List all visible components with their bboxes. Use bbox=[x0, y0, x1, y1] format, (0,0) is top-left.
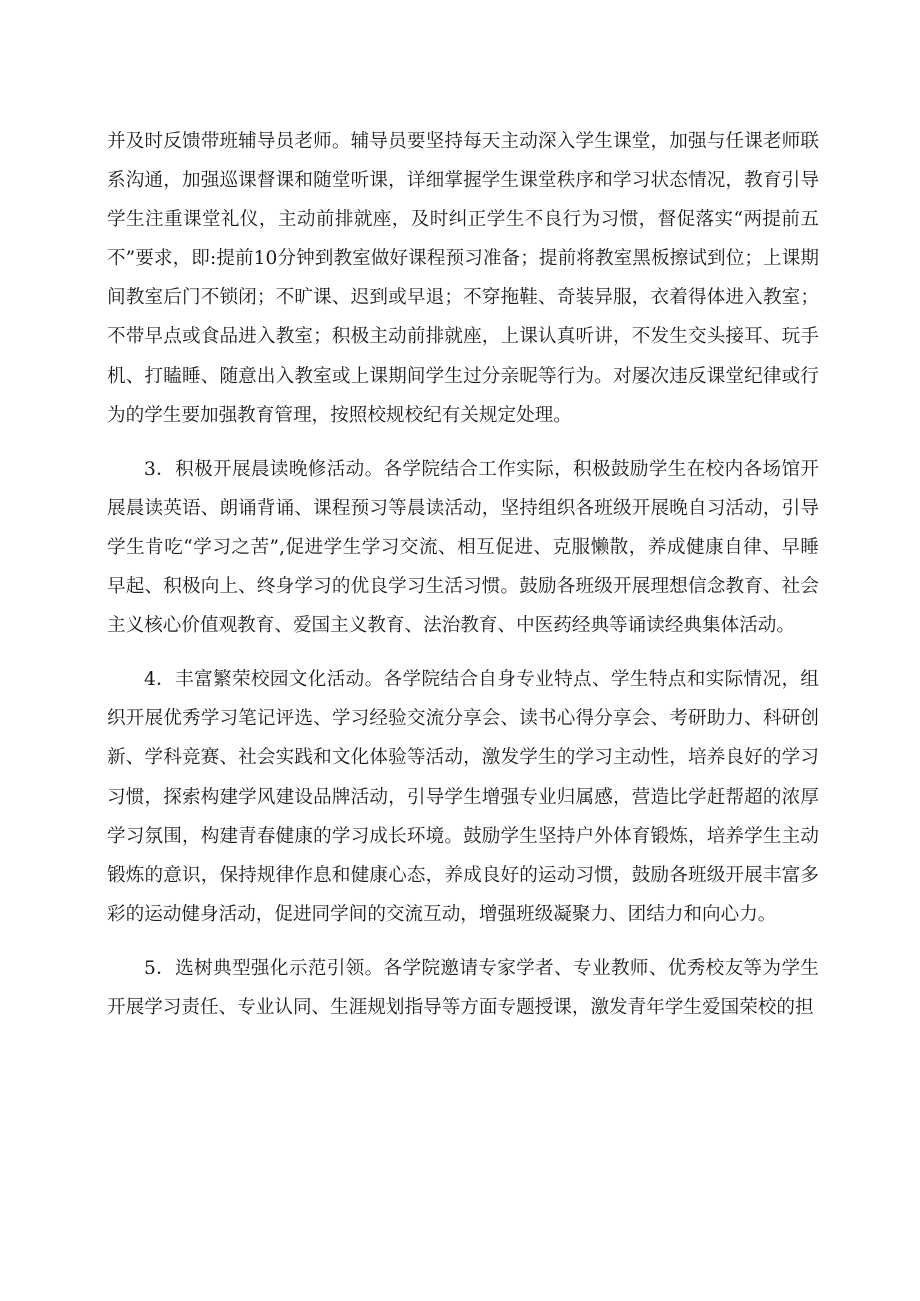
paragraph-item-5: 5．选树典型强化示范引领。各学院邀请专家学者、专业教师、优秀校友等为学生开展学习责任、专业认同、生涯规划指导等方面专题授课，激发青年学生爱国荣校的担 bbox=[107, 957, 819, 1018]
paragraph-continued: 并及时反馈带班辅导员老师。辅导员要坚持每天主动深入学生课堂，加强与任课老师联系沟通，加强巡课督课和随堂听课，详细掌握学生课堂秩序和学习状态情况，教育引导学生注重课堂礼仪，主动前排就座，及时纠正学生不良行为习惯，督促落实“两提前五不”要求，即:提前10分钟到教室做好课程预习准备；提前将教室黑板擦试到位；上课期间教室后门不锁闭；不旷课、迟到或早退；不穿拖鞋、奇装异服，衣着得体进入教室；不带早点或食品进入教室；积极主动前排就座，上课认真听讲，不发生交头接耳、玩手机、打瞌睡、随意出入教室或上课期间学生过分亲昵等行为。对屡次违反课堂纪律或行为的学生要加强教育管理，按照校规校纪有关规定处理。 bbox=[107, 131, 819, 426]
paragraph-item-4: 4．丰富繁荣校园文化活动。各学院结合自身专业特点、学生特点和实际情况，组织开展优秀学习笔记评选、学习经验交流分享会、读书心得分享会、考研助力、科研创新、学科竞赛、社会实践和文化体验等活动，激发学生的学习主动性，培养良好的学习习惯，探索构建学风建设品牌活动，引导学生增强专业归属感，营造比学赶帮超的浓厚学习氛围，构建青春健康的学习成长环境。鼓励学生坚持户外体育锻炼，培养学生主动锻炼的意识，保持规律作息和健康心态，养成良好的运动习惯，鼓励各班级开展丰富多彩的运动健身活动，促进同学间的交流互动，增强班级凝聚力、团结力和向心力。 bbox=[107, 669, 819, 925]
document-body bbox=[107, 122, 819, 1027]
paragraph-item-3: 3．积极开展晨读晚修活动。各学院结合工作实际，积极鼓励学生在校内各场馆开展晨读英语、朗诵背诵、课程预习等晨读活动，坚持组织各班级开展晚自习活动，引导学生肯吃“学习之苦”,促进学生学习交流、相互促进、克服懒散，养成健康自律、早睡早起、积极向上、终身学习的优良学习生活习惯。鼓励各班级开展理想信念教育、社会主义核心价值观教育、爱国主义教育、法治教育、中医药经典等诵读经典集体活动。 bbox=[107, 458, 819, 637]
